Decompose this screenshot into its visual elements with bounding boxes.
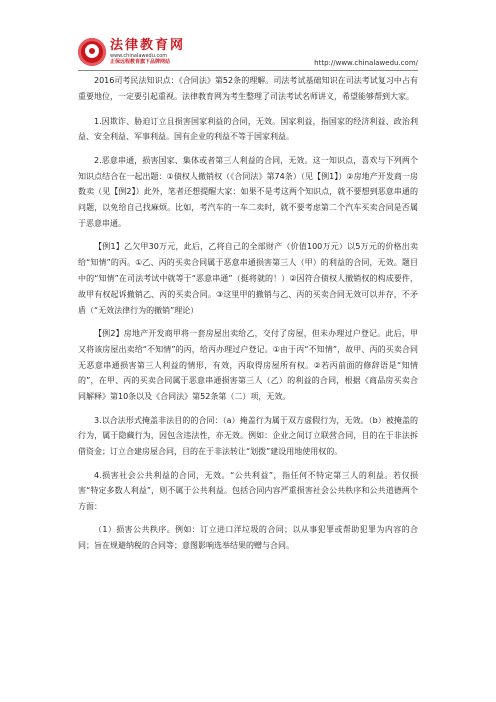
logo-emblem-icon bbox=[78, 38, 106, 66]
example-paragraph: 【例2】房地产开发商甲将一套房屋出卖给乙，交付了房屋，但未办理过户登记。此后，甲又将该房屋出卖给“不知情”的丙，给丙办理过户登记。①由于丙“不知情”，故甲、丙的买卖合同无恶意串通损害第三人利益的情形，有效，丙取得房屋所有权。②若丙前面的修辞语是“知情的”，在甲、丙的买卖合同属于恶意串通损害第三人（乙）的利益的合同，根据《商品房买卖合同解释》第10条以及《合同法》第52条第（二）项，无效。 bbox=[78, 328, 418, 402]
header-site-url[interactable]: http://www.chinalawedu.com/ bbox=[314, 59, 418, 67]
header-divider bbox=[78, 70, 418, 71]
body-paragraph: 2.恶意串通，损害国家、集体或者第三人利益的合同，无效。这一知识点，喜欢与下列两个知识点结合在一起出题：①债权人撤销权（《合同法》第74条）（见【例1】）②房地产开发商一房数卖（见【例2】）此外，笔者还想提醒大家：如果不是考这两个知识点，就不要想到恶意串通的问题，以免给自己找麻烦。比如，考汽车的一车二卖时，就不要考虑第二个汽车买卖合同是否属于恶意串通。 bbox=[78, 155, 418, 228]
body-paragraph: 3.以合法形式掩盖非法目的的合同：（a）掩盖行为属于双方虚假行为，无效。（b）被掩盖的行为，属于隐藏行为，因包含违法性，亦无效。例如：企业之间订立联营合同，目的在于非法拆借资金；订立合建房屋合同，目的在于非法转让“划拨”建设用地使用权的。 bbox=[78, 415, 418, 457]
logo-slogan: 正保远程教育旗下品牌网站 bbox=[110, 58, 171, 65]
site-logo[interactable] bbox=[78, 38, 185, 66]
logo-url: www.chinalawedu.com bbox=[110, 52, 168, 59]
page-header bbox=[0, 0, 496, 72]
intro-paragraph: 2016司考民法知识点：《合同法》第52条的理解。司法考试基础知识在司法考试复习中占有重要地位，一定要引起重视。法律教育网为考生整理了司法考试名师讲义，希望能够帮到大家。 bbox=[78, 76, 418, 101]
body-paragraph: （1）损害公共秩序。例如：订立进口洋垃圾的合同；以从事犯罪或帮助犯罪为内容的合同；旨在规避纳税的合同等；意图影响选举结果的赠与合同。 bbox=[78, 525, 418, 551]
logo-text bbox=[110, 39, 185, 66]
body-paragraph: 1.因欺诈、胁迫订立且损害国家利益的合同，无效。国家利益，指国家的经济利益、政治利益、安全利益、军事利益。国有企业的利益不等于国家利益。 bbox=[78, 116, 418, 142]
logo-name: 法律教育网 bbox=[110, 37, 186, 53]
example-paragraph: 【例1】乙欠甲30万元，此后，乙将自己的全部财产（价值100万元）以5万元的价格出卖给“知情”的丙。①乙、丙的买卖合同属于恶意串通损害第三人（甲）的利益的合同，无效。题目中的“知情”在司法考试中就等于“恶意串通”（挺将就的！）②因符合债权人撤销权的构成要件，故甲有权起诉撤销乙、丙的买卖合同。③这里甲的撤销与乙、丙的买卖合同无效可以并存，不矛盾（“无效法律行为的撤销”理论） bbox=[78, 242, 418, 315]
body-paragraph: 4.损害社会公共利益的合同，无效。“公共利益”，指任何不特定第三人的利益。若仅损害“特定多数人利益”，则不属于公共利益。包括合同内容严重损害社会公共秩序和公共道德两个方面： bbox=[78, 470, 418, 512]
document-body bbox=[78, 73, 418, 562]
